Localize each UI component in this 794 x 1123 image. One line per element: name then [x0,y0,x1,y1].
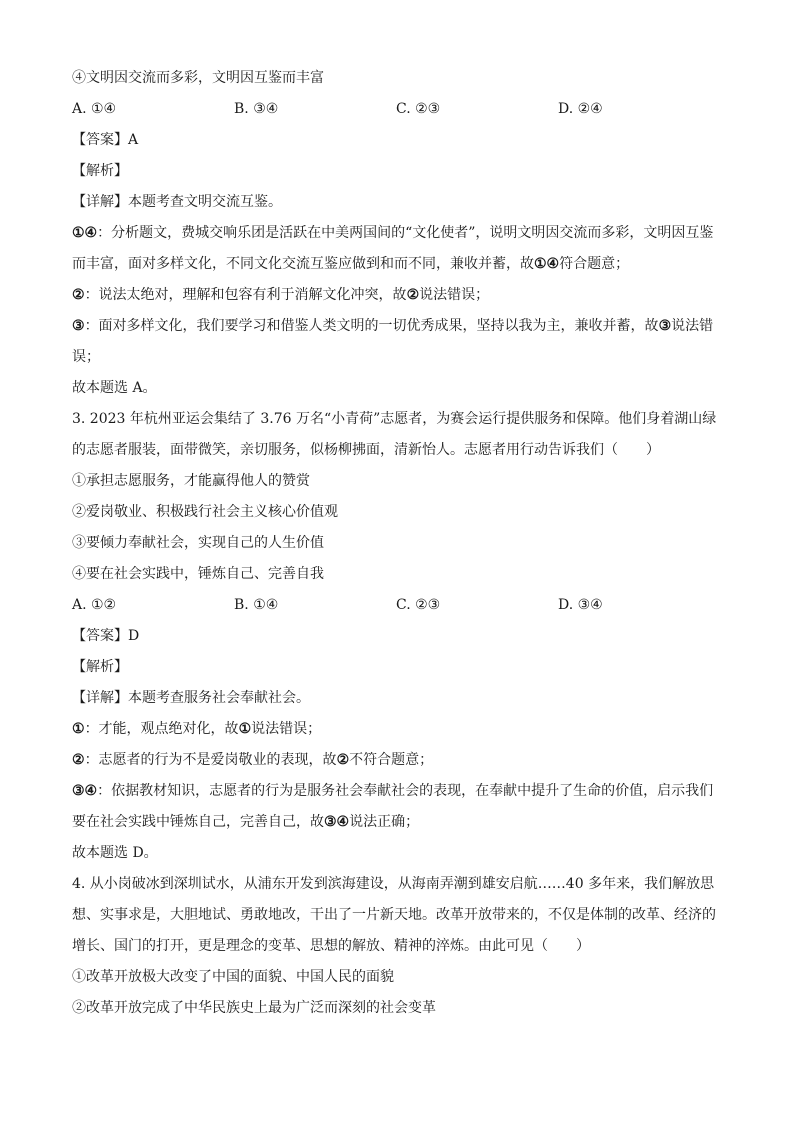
q3-expl3-text: ：依据教材知识，志愿者的行为是服务社会奉献社会的表现，在奉献中提升了生命的价值，启示我们 [97,783,714,799]
q2-expl2-tag: ② [72,287,85,303]
q3-explanation-3-cont [72,807,732,838]
q3-option-d: D. ③④ [558,597,603,613]
q3-explanation-3 [72,776,732,807]
q3-item-2: ②爱岗敬业、积极践行社会主义核心价值观 [72,504,338,520]
q2-explanation-3 [72,311,732,342]
q3-analysis-label: 【解析】 [72,659,128,675]
q3-explanation-2 [72,745,732,776]
q2-expl1-cont-end: 符合题意； [559,256,630,272]
q2-option-a: A. ①④ [72,101,117,117]
q3-expl3-cont-end: 说法正确； [349,814,420,830]
q3-expl1-tag: ① [72,721,85,737]
q3-expl1-end: 说法错误； [251,721,322,737]
q3-explanation-1 [72,714,732,745]
q3-item-3: ③要倾力奉献社会，实现自己的人生价值 [72,535,324,551]
q4-item-2: ②改革开放完成了中华民族史上最为广泛而深刻的社会变革 [72,1000,436,1016]
q3-expl3-tag: ③④ [72,783,98,799]
q3-expl2-text: ：志愿者的行为不是爱岗敬业的表现，故 [84,752,337,768]
q2-options [72,94,732,125]
q4-stem-line-3: 增长、国门的打开，更是理念的变革、思想的解放、精神的淬炼。由此可见（ ） [72,938,590,954]
q3-detail: 【详解】本题考查服务社会奉献社会。 [72,690,310,706]
q2-option-d: D. ②④ [558,101,603,117]
q3-options [72,590,732,621]
q3-option-a: A. ①② [72,597,117,613]
q2-explanation-1-cont [72,249,732,280]
q3-stem-line-2: 的志愿者服装，面带微笑，亲切服务，似杨柳拂面，清新怡人。志愿者用行动告诉我们（ ） [72,442,660,458]
q3-item-1: ①承担志愿服务，才能赢得他人的赞赏 [72,473,310,489]
q2-option-b: B. ③④ [234,101,279,117]
q4-stem-line-1: 4. 从小岗破冰到深圳试水，从浦东开发到滨海建设，从海南弄潮到雄安启航……40 多年来，我们解放思 [72,876,715,892]
q2-expl2-end: 说法错误； [419,287,490,303]
q4-stem-line-2: 想、实事求是，大胆地试、勇敢地改，干出了一片新天地。改革开放带来的，不仅是体制的改革、经济的 [72,907,716,923]
q2-analysis-label: 【解析】 [72,163,128,179]
q2-detail: 【详解】本题考查文明交流互鉴。 [72,194,282,210]
q4-item-1: ①改革开放极大改变了中国的面貌、中国人民的面貌 [72,969,394,985]
q2-expl3-tag: ③ [72,318,85,334]
q3-expl2-end: 不符合题意； [349,752,434,768]
q2-expl1-cont-text: 而丰富，面对多样文化，不同文化交流互鉴应做到和而不同，兼收并蓄，故 [72,256,534,272]
q3-conclusion: 故本题选 D。 [72,845,158,861]
q2-explanation-1 [72,218,732,249]
q3-expl1-text: ：才能，观点绝对化，故 [84,721,239,737]
q2-option-c: C. ②③ [396,101,441,117]
q2-explanation-3-cont: 误； [72,349,100,365]
q3-option-c: C. ②③ [396,597,441,613]
q2-conclusion: 故本题选 A。 [72,380,157,396]
q2-expl3-end: 说法错 [671,318,714,334]
q3-answer: 【答案】D [72,628,140,644]
q2-expl1-tag: ①④ [72,225,98,241]
q3-option-b: B. ①④ [234,597,279,613]
q2-expl3-tag-2: ③ [658,318,672,334]
q3-stem-line-1: 3. 2023 年杭州亚运会集结了 3.76 万名“小青荷”志愿者，为赛会运行提供服务和保障。他们身着湖山绿 [72,411,717,427]
q3-expl2-tag: ② [72,752,85,768]
q2-expl2-tag-2: ② [406,287,420,303]
q2-explanation-2 [72,280,732,311]
q2-expl2-text: ：说法太绝对，理解和包容有利于消解文化冲突，故 [84,287,407,303]
q2-answer: 【答案】A [72,132,139,148]
q2-expl1-tag-2: ①④ [534,256,560,272]
q2-item-4: ④文明因交流而多彩，文明因互鉴而丰富 [72,70,324,86]
q3-item-4: ④要在社会实践中，锤炼自己、完善自我 [72,566,324,582]
q3-expl1-tag-2: ① [238,721,252,737]
q3-expl2-tag-2: ② [336,752,350,768]
q3-expl3-cont-text: 要在社会实践中锤炼自己，完善自己，故 [72,814,324,830]
document-page [72,63,732,1024]
q2-expl1-text: ：分析题文，费城交响乐团是活跃在中美两国间的“文化使者”，说明文明因交流而多彩，文明因互鉴 [97,225,714,241]
q3-expl3-tag-2: ③④ [324,814,350,830]
q2-expl3-text: ：面对多样文化，我们要学习和借鉴人类文明的一切优秀成果，坚持以我为主，兼收并蓄，故 [84,318,659,334]
